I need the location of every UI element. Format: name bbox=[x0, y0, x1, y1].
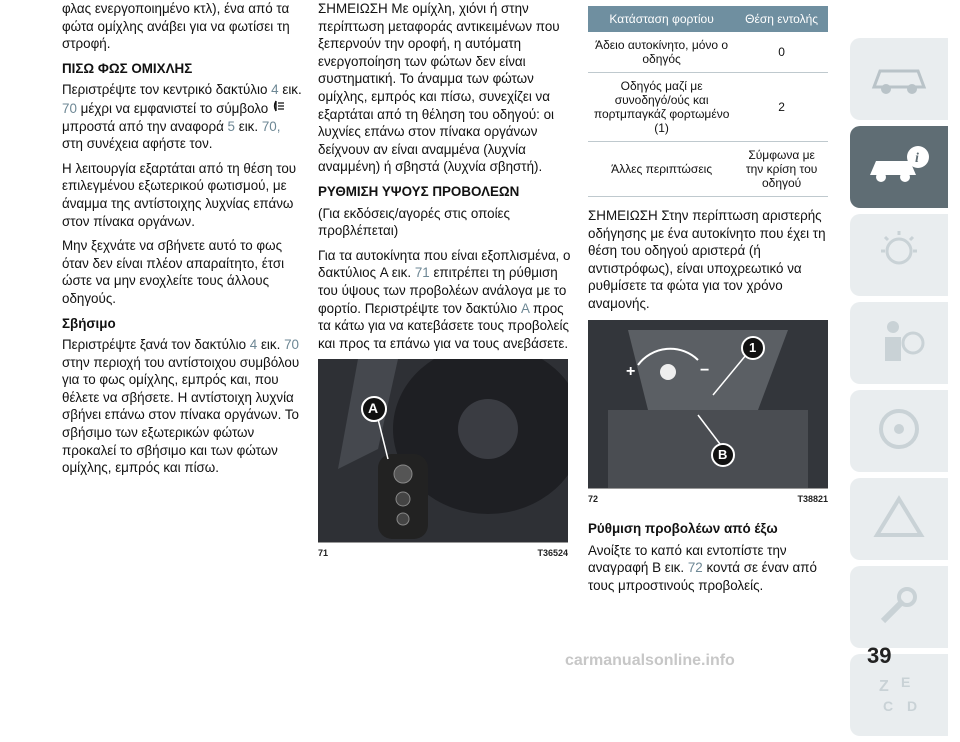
note-fog: ΣΗΜΕΙΩΣΗ Με ομίχλη, χιόνι ή στην περίπτωση μεταφοράς αντικειμένων που ξεπερνούν την οροφή, η αυτόματη ενεργοποίηση των φώτων δεν είναι συστηματική. Το άναμμα των φώτων ομίχλης, εμπρός και πίσω, συνεχίζει να εξαρτάται από τη θέληση του οδηγού: οι λυχνίες επάνω στον πίνακα οργάνων δείχνουν αν είναι αναμμένα (λυχνία αναμμένη) ή σβηστά (λυχνία σβηστή). bbox=[318, 1, 560, 175]
paragraph-beam: Για τα αυτοκίνητα που είναι εξοπλισμένα, ο δακτύλιος A εικ. 71 επιτρέπει τη ρύθμιση του ύψους των προβολέων ανάλογα με το φορτίο. Περιστρέψτε τον δακτύλιο A προς τα κάτω για να κατεβάσετε τους προβολείς και προς τα επάνω για να τους ανεβάσετε. bbox=[318, 247, 571, 351]
paragraph-rear-fog: Περιστρέψτε τον κεντρικό δακτύλιο 4 εικ. 70 μέχρι να εμφανιστεί το σύμβολο μπροστά από την αναφορά 5 εικ. 70, στη συνέχεια αφήστε τον. bbox=[62, 82, 302, 152]
svg-text:C: C bbox=[883, 697, 894, 714]
svg-text:D: D bbox=[907, 697, 918, 714]
figure-label-A: A bbox=[368, 400, 379, 417]
tab-lights[interactable] bbox=[850, 214, 948, 296]
car-info-icon bbox=[866, 143, 932, 192]
tab-safety[interactable] bbox=[850, 302, 948, 384]
svg-text:E: E bbox=[901, 673, 911, 690]
tab-maintenance[interactable] bbox=[850, 566, 948, 648]
ref: 4 bbox=[249, 337, 258, 353]
ref: 4 bbox=[271, 82, 279, 98]
paragraph: Η λειτουργία εξαρτάται από τη θέση του επιλεγμένου εξωτερικού φωτισμού, με άναμμα της αντίστοιχης λυχνίας επάνω στον πίνακα οργάνων. bbox=[62, 160, 297, 229]
figure-72-caption: 72 T38821 bbox=[588, 488, 828, 509]
paragraph: (Για εκδόσεις/αγορές στις οποίες προβλέπεται) bbox=[318, 205, 510, 239]
section-tabs bbox=[850, 38, 960, 742]
ref: 5 bbox=[227, 118, 235, 134]
figure-label-1: 1 bbox=[749, 339, 757, 355]
airbag-icon bbox=[871, 317, 927, 370]
svg-text:+: + bbox=[626, 362, 636, 380]
watermark: carmanualsonline.info bbox=[565, 652, 735, 669]
alphabet-index-icon bbox=[871, 669, 927, 722]
note-driving-side: ΣΗΜΕΙΩΣΗ Στην περίπτωση αριστερής οδήγησης με ένα αυτοκίνητο που έχει τη θέση του οδηγού αριστερά (ή αντιστρόφως), είναι υποχρεωτικό να ρυθμίσετε τα φώτα για τον χρόνο αναμονής. bbox=[588, 208, 826, 311]
paragraph: Μην ξεχνάτε να σβήνετε αυτό το φως όταν δεν είναι πλέον απαραίτητο, έτσι ώστε να μην ενοχλείτε τους άλλους οδηγούς. bbox=[62, 238, 285, 306]
ref: 72 bbox=[687, 560, 703, 576]
ref: 70 bbox=[284, 337, 299, 353]
ref: 70, bbox=[261, 118, 281, 134]
paragraph-switch-off: Περιστρέψτε ξανά τον δακτύλιο 4 εικ. 70 στην περιοχή του αντίστοιχου συμβόλου για το φως ομίχλης, εμπρός και, που θέλετε να σβήσετε. Η αντίστοιχη λυχνία σβήνει επάνω στον πίνακα οργάνων. Το σβήσιμο των εξωτερικών φώτων προκαλεί το σβήσιμο και των φώτων ομίχλης, εμπρός και πίσω. bbox=[62, 337, 300, 476]
heading-outside-adjust: Ρύθμιση προβολέων από έξω bbox=[588, 521, 778, 537]
heading-rear-fog: ΠΙΣΩ ΦΩΣ ΟΜΙΧΛΗΣ bbox=[62, 60, 193, 76]
lightbulb-icon bbox=[871, 229, 927, 282]
ref: A bbox=[520, 300, 530, 316]
table-row: Οδηγός μαζί με συνοδηγό/ούς και πορτμπαγκάζ φορτωμένο (1) 2 bbox=[588, 73, 828, 142]
load-table bbox=[588, 6, 828, 197]
table-header: Θέση εντολής bbox=[735, 6, 828, 32]
svg-text:i: i bbox=[915, 150, 919, 166]
svg-text:Z: Z bbox=[879, 677, 889, 695]
paragraph: φλας ενεργοποιημένο κτλ), ένα από τα φώτα ομίχλης ανάβει για να φωτίσει τη στροφή. bbox=[62, 1, 290, 52]
tab-index[interactable] bbox=[850, 654, 948, 736]
page-number: 39 bbox=[867, 643, 892, 668]
ref: 70 bbox=[62, 100, 77, 116]
tab-emergency[interactable] bbox=[850, 478, 948, 560]
figure-71-image bbox=[318, 359, 568, 542]
warning-triangle-icon bbox=[871, 493, 927, 546]
wrench-icon bbox=[871, 581, 927, 634]
table-header: Κατάσταση φορτίου bbox=[588, 6, 735, 32]
heading-switch-off: Σβήσιμο bbox=[62, 315, 116, 331]
tab-car-info[interactable] bbox=[850, 126, 948, 208]
paragraph-outside-adjust: Ανοίξτε το καπό και εντοπίστε την αναγραφή B εικ. 72 κοντά σε έναν από τους μπροστινούς προβολείς. bbox=[588, 542, 817, 593]
tab-dashboard[interactable] bbox=[850, 38, 948, 120]
svg-text:−: − bbox=[700, 361, 710, 379]
ref: 71 bbox=[414, 265, 430, 281]
heading-beam-adjust: ΡΥΘΜΙΣΗ ΥΨΟΥΣ ΠΡΟΒΟΛΕΩΝ bbox=[318, 183, 520, 199]
figure-label-B: B bbox=[718, 446, 728, 462]
figure-71-caption: 71 T36524 bbox=[318, 542, 568, 563]
figure-72-image bbox=[588, 320, 828, 488]
table-row: Άλλες περιπτώσεις Σύμφωνα με την κρίση του οδηγού bbox=[588, 142, 828, 197]
rear-fog-icon bbox=[272, 101, 286, 116]
column-1 bbox=[62, 0, 302, 484]
column-3 bbox=[588, 0, 828, 602]
column-2 bbox=[318, 0, 572, 563]
car-dashboard-icon bbox=[870, 57, 928, 102]
table-row: Άδειο αυτοκίνητο, μόνο ο οδηγός 0 bbox=[588, 32, 828, 73]
steering-wheel-icon bbox=[871, 405, 927, 458]
tab-driving[interactable] bbox=[850, 390, 948, 472]
